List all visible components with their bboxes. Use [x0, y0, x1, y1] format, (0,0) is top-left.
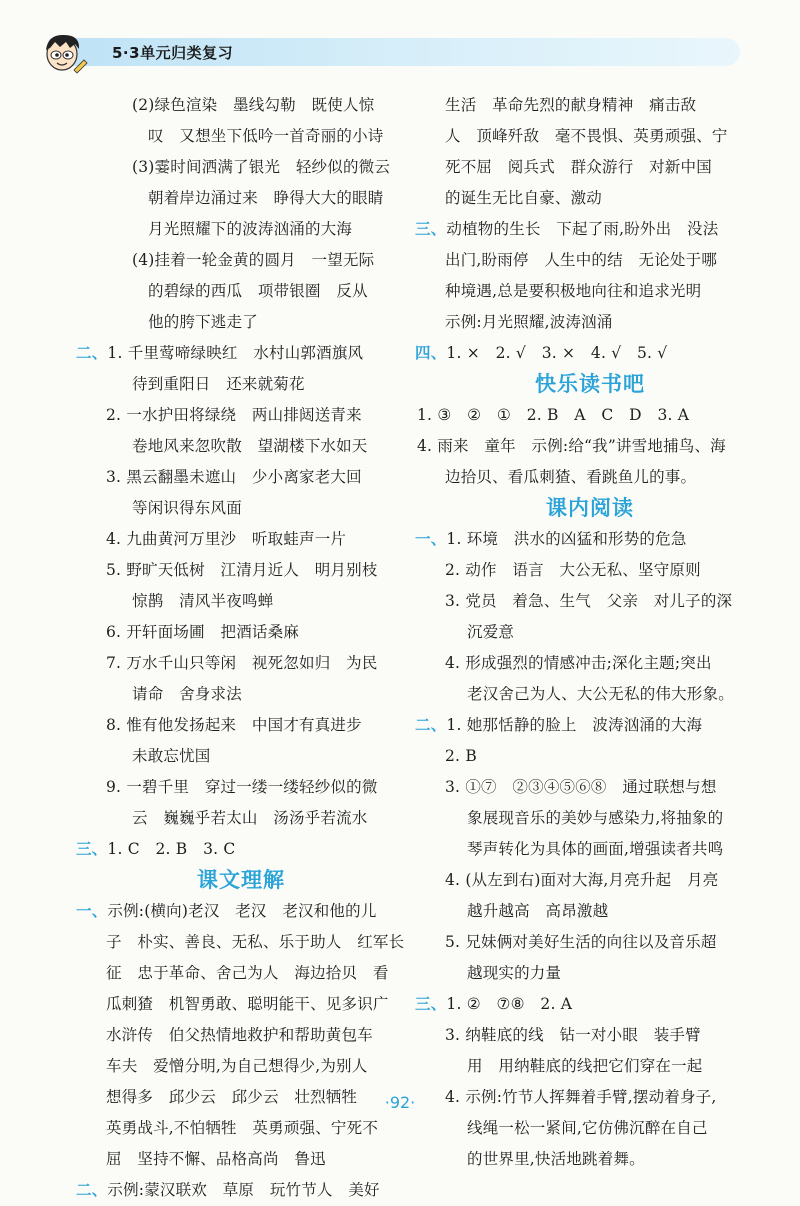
answer-text: 月光照耀下的波涛汹涌的大海	[148, 220, 353, 238]
answer-text: 用 用纳鞋底的线把它们穿在一起	[467, 1057, 703, 1075]
answer-text: 示例:(横向)老汉 老汉 老汉和他的儿	[107, 902, 377, 920]
answer-line	[415, 741, 765, 772]
answer-line	[76, 245, 406, 276]
answer-line	[415, 307, 765, 338]
answer-line	[415, 276, 765, 307]
answer-text: 出门,盼雨停 人生中的结 无论处于哪	[445, 251, 718, 269]
header-title: 5·3单元归类复习	[112, 44, 234, 62]
answer-text: 1. 环境 洪水的凶猛和形势的危急	[446, 530, 687, 548]
answer-text: 7. 万水千山只等闲 视死忽如归 为民	[106, 654, 378, 672]
answer-text: 3. 纳鞋底的线 钻一对小眼 装手臂	[445, 1026, 701, 1044]
answer-text: 1. 千里莺啼绿映红 水村山郭酒旗风	[107, 344, 364, 362]
answer-line	[415, 803, 765, 834]
answer-text: 种境遇,总是要积极地向往和追求光明	[445, 282, 702, 300]
answer-line	[76, 524, 406, 555]
answer-line	[76, 400, 406, 431]
answer-text: 越现实的力量	[467, 964, 562, 982]
answer-text: 线绳一松一紧间,它仿佛沉醉在自己	[467, 1119, 708, 1137]
answer-line	[76, 927, 406, 958]
answer-line	[415, 772, 765, 803]
answer-line	[76, 493, 406, 524]
question-group-marker: 三、	[76, 840, 108, 858]
answer-text: 屈 坚持不懈、品格高尚 鲁迅	[106, 1150, 326, 1168]
answer-text: (2)绿色渲染 墨线勾勒 既使人惊	[132, 96, 375, 114]
answer-line	[76, 741, 406, 772]
answer-text: 示例:月光照耀,波涛汹涌	[445, 313, 613, 331]
left-column	[76, 90, 406, 1206]
answer-line	[76, 183, 406, 214]
question-group-marker: 三、	[415, 220, 447, 238]
answer-line	[76, 121, 406, 152]
answer-text: 的诞生无比自豪、激动	[445, 189, 603, 207]
answer-line	[415, 958, 765, 989]
page-header	[40, 30, 740, 70]
answer-text: 老汉舍己为人、大公无私的伟大形象。	[467, 685, 734, 703]
question-group-marker: 二、	[76, 1181, 108, 1199]
answer-text: 4. (从左到右)面对大海,月亮升起 月亮	[445, 871, 719, 889]
answer-text: 死不屈 阅兵式 群众游行 对新中国	[445, 158, 712, 176]
answer-line	[415, 989, 765, 1020]
answer-text: 叹 又想坐下低吟一首奇丽的小诗	[148, 127, 384, 145]
question-group-marker: 二、	[76, 344, 108, 362]
answer-text: 沉爱意	[467, 623, 515, 641]
answer-text: 惊鹊 清风半夜鸣蝉	[132, 592, 274, 610]
answer-line	[76, 214, 406, 245]
answer-text: 1. ② ⑦⑧ 2. A	[446, 995, 573, 1013]
answer-line	[76, 431, 406, 462]
answer-text: 车夫 爱憎分明,为自己想得少,为别人	[106, 1057, 368, 1075]
section-heading: 快乐读书吧	[535, 372, 645, 396]
answer-line	[76, 772, 406, 803]
answer-line	[76, 679, 406, 710]
answer-text: 象展现音乐的美妙与感染力,将抽象的	[467, 809, 724, 827]
answer-text: 的碧绿的西瓜 项带银圈 反从	[148, 282, 368, 300]
answer-text: 他的胯下逃走了	[148, 313, 258, 331]
answer-line	[415, 648, 765, 679]
answer-text: 3. 党员 着急、生气 父亲 对儿子的深	[445, 592, 733, 610]
answer-line	[415, 183, 765, 214]
question-group-marker: 四、	[415, 344, 447, 362]
answer-text: 未敢忘忧国	[132, 747, 211, 765]
answer-text: 2. B	[445, 747, 477, 765]
answer-line	[76, 555, 406, 586]
answer-line	[415, 834, 765, 865]
answer-text: 4. 示例:竹节人挥舞着手臂,摆动着身子,	[445, 1088, 717, 1106]
answer-line	[415, 214, 765, 245]
answer-line	[415, 338, 765, 369]
answer-line	[415, 245, 765, 276]
answer-text: 英勇战斗,不怕牺牲 英勇顽强、宁死不	[106, 1119, 379, 1137]
answer-line	[415, 586, 765, 617]
answer-line	[76, 1020, 406, 1051]
answer-line	[76, 276, 406, 307]
answer-line	[415, 152, 765, 183]
answer-text: 瓜刺猹 机智勇敢、聪明能干、见多识广	[106, 995, 389, 1013]
answer-line	[415, 710, 765, 741]
answer-line	[415, 462, 765, 493]
answer-line	[415, 896, 765, 927]
boy-mascot-icon	[40, 30, 90, 76]
answer-text: 2. 一水护田将绿绕 两山排闼送青来	[106, 406, 362, 424]
answer-text: 人 顶峰歼敌 毫不畏惧、英勇顽强、宁	[445, 127, 728, 145]
answer-line	[76, 1051, 406, 1082]
answer-line	[415, 617, 765, 648]
answer-line	[415, 524, 765, 555]
section-heading: 课文理解	[197, 868, 285, 892]
answer-text: 2. 动作 语言 大公无私、坚守原则	[445, 561, 701, 579]
answer-line	[76, 307, 406, 338]
answer-line	[415, 679, 765, 710]
answer-text: 1. × 2. √ 3. × 4. √ 5. √	[446, 344, 668, 362]
answer-line	[415, 865, 765, 896]
answer-line	[415, 431, 765, 462]
answer-line	[76, 617, 406, 648]
answer-text: 1. ③ ② ① 2. B A C D 3. A	[417, 406, 690, 424]
answer-line	[76, 369, 406, 400]
answer-text: 5. 兄妹俩对美好生活的向往以及音乐超	[445, 933, 717, 951]
answer-line	[415, 400, 765, 431]
answer-line	[76, 896, 406, 927]
answer-text: 云 巍巍乎若太山 汤汤乎若流水	[132, 809, 368, 827]
answer-text: 3. ①⑦ ②③④⑤⑥⑧ 通过联想与想	[445, 778, 717, 796]
section-heading: 课内阅读	[546, 496, 634, 520]
answer-line	[415, 121, 765, 152]
answer-text: 想得多 邱少云 邱少云 壮烈牺牲	[106, 1088, 358, 1106]
answer-text: 卷地风来忽吹散 望湖楼下水如天	[132, 437, 368, 455]
answer-line	[76, 586, 406, 617]
answer-text: 征 忠于革命、舍己为人 海边拾贝 看	[106, 964, 389, 982]
page-number: ·92·	[384, 1093, 416, 1112]
answer-text: 6. 开轩面场圃 把酒话桑麻	[106, 623, 300, 641]
answer-text: 4. 雨来 童年 示例:给“我”讲雪地捕鸟、海	[417, 437, 726, 455]
answer-text: 边拾贝、看瓜刺猹、看跳鱼儿的事。	[445, 468, 697, 486]
answer-line	[76, 338, 406, 369]
answer-line	[76, 648, 406, 679]
answer-text: 请命 舍身求法	[132, 685, 242, 703]
answer-text: 1. 她那恬静的脸上 波涛汹涌的大海	[446, 716, 703, 734]
answer-line	[76, 803, 406, 834]
answer-line	[76, 1175, 406, 1206]
answer-text: 越升越高 高昂激越	[467, 902, 609, 920]
answer-line	[415, 1144, 765, 1175]
answer-text: 示例:蒙汉联欢 草原 玩竹节人 美好	[107, 1181, 380, 1199]
answer-text: 等闲识得东风面	[132, 499, 242, 517]
answer-text: 9. 一碧千里 穿过一缕一缕轻纱似的微	[106, 778, 378, 796]
answer-line	[415, 1113, 765, 1144]
answer-text: 1. C 2. B 3. C	[107, 840, 236, 858]
answer-text: 子 朴实、善良、无私、乐于助人 红军长	[106, 933, 405, 951]
answer-text: 琴声转化为具体的画面,增强读者共鸣	[467, 840, 724, 858]
answer-line	[76, 1144, 406, 1175]
answer-line	[415, 927, 765, 958]
answer-text: 4. 九曲黄河万里沙 听取蛙声一片	[106, 530, 347, 548]
answer-line	[76, 958, 406, 989]
question-group-marker: 二、	[415, 716, 447, 734]
question-group-marker: 一、	[76, 902, 108, 920]
question-group-marker: 三、	[415, 995, 447, 1013]
answer-text: 5. 野旷天低树 江清月近人 明月别枝	[106, 561, 378, 579]
answer-line	[76, 710, 406, 741]
answer-text: 水浒传 伯父热情地救护和帮助黄包车	[106, 1026, 373, 1044]
answer-text: 动植物的生长 下起了雨,盼外出 没法	[446, 220, 719, 238]
answer-line	[76, 90, 406, 121]
question-group-marker: 一、	[415, 530, 447, 548]
answer-line	[76, 462, 406, 493]
answer-text: 4. 形成强烈的情感冲击;深化主题;突出	[445, 654, 712, 672]
answer-text: 8. 惟有他发扬起来 中国才有真进步	[106, 716, 362, 734]
answer-line	[415, 1020, 765, 1051]
answer-line	[415, 90, 765, 121]
answer-line	[415, 1051, 765, 1082]
answer-line	[76, 989, 406, 1020]
answer-line	[76, 1113, 406, 1144]
answer-text: 生活 革命先烈的献身精神 痛击敌	[445, 96, 697, 114]
answer-line	[76, 834, 406, 865]
answer-text: 朝着岸边涌过来 睁得大大的眼睛	[148, 189, 384, 207]
answer-line	[415, 555, 765, 586]
answer-line	[76, 152, 406, 183]
answer-text: 待到重阳日 还来就菊花	[132, 375, 305, 393]
answer-text: 3. 黑云翻墨未遮山 少小离家老大回	[106, 468, 362, 486]
answer-text: (3)霎时间洒满了银光 轻纱似的微云	[132, 158, 391, 176]
right-column	[415, 90, 765, 1175]
answer-text: 的世界里,快活地跳着舞。	[467, 1150, 645, 1168]
answer-text: (4)挂着一轮金黄的圆月 一望无际	[132, 251, 375, 269]
